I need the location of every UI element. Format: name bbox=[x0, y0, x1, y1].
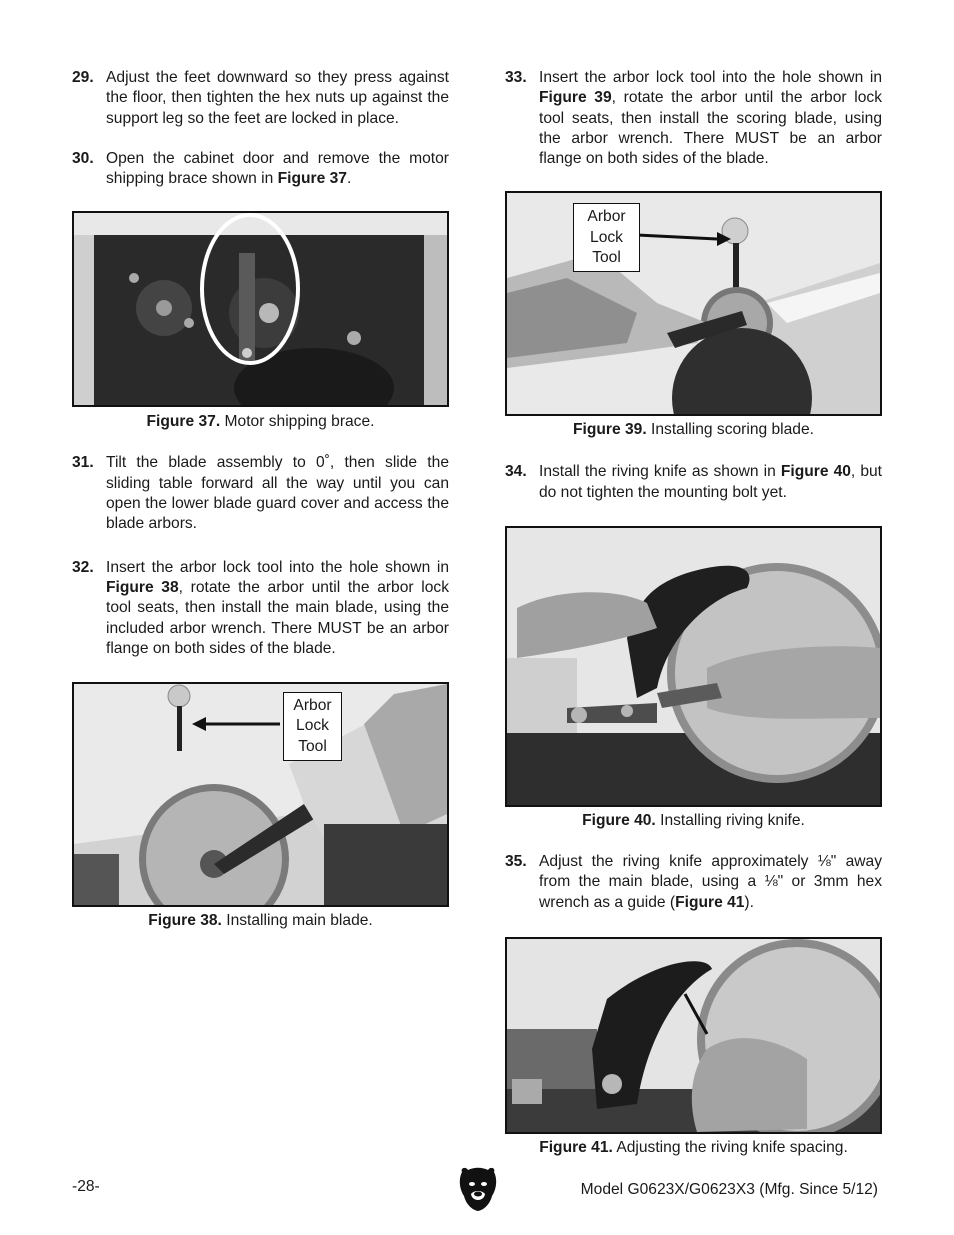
step-number: 35. bbox=[505, 853, 527, 871]
figure-38-caption bbox=[72, 911, 449, 931]
step-text-end: , rotate the arbor until the arbor lock tool seats, then install the scoring blade, using the arbor wrench. There MUST be an arbor flange on both sides of the blade. bbox=[539, 89, 882, 168]
figure-37-photo bbox=[72, 211, 449, 407]
figure-label: Figure 39. bbox=[573, 421, 647, 439]
figure-reference: Figure 41 bbox=[675, 893, 745, 911]
figure-39-caption bbox=[505, 420, 882, 440]
figure-label: Figure 38. bbox=[148, 912, 222, 930]
step-number: 30. bbox=[72, 149, 94, 167]
arbor-lock-tool-callout bbox=[283, 692, 342, 761]
figure-38-photo bbox=[72, 682, 449, 907]
callout-line: Arbor bbox=[293, 697, 332, 715]
figure-label: Figure 37. bbox=[146, 413, 221, 431]
step-text: Open the cabinet door and remove the motor shipping brace shown in bbox=[106, 149, 449, 188]
callout-line: Lock bbox=[296, 717, 329, 735]
figure-41-caption bbox=[505, 1138, 882, 1158]
step-29 bbox=[72, 68, 449, 129]
step-text-end: ). bbox=[744, 893, 754, 911]
caption-text: Motor shipping brace. bbox=[224, 413, 375, 431]
step-33 bbox=[505, 68, 882, 169]
figure-41-photo bbox=[505, 937, 882, 1134]
step-30 bbox=[72, 149, 449, 190]
step-text: Adjust the feet downward so they press against the floor, then tighten the hex nuts up against the support leg so the feet are locked in place. bbox=[106, 69, 449, 127]
step-text: Insert the arbor lock tool into the hole shown in bbox=[539, 69, 882, 86]
step-text: Tilt the blade assembly to 0˚, then slide the sliding table forward all the way until you can open the lower blade guard cover and access the blade arbors. bbox=[106, 454, 449, 533]
figure-37-caption bbox=[72, 412, 449, 432]
step-text: Insert the arbor lock tool into the hole shown in bbox=[106, 558, 449, 576]
figure-reference: Figure 37 bbox=[277, 170, 347, 188]
page-number: -28- bbox=[72, 1178, 100, 1195]
step-text-end: . bbox=[346, 170, 352, 188]
left-column bbox=[72, 68, 449, 931]
figure-reference: Figure 38 bbox=[106, 578, 179, 596]
caption-text: Adjusting the riving knife spacing. bbox=[616, 1138, 848, 1156]
step-text-end: , but do not tighten the mounting bolt yet. bbox=[539, 463, 883, 501]
step-34 bbox=[505, 462, 882, 503]
arrow-icon bbox=[192, 714, 282, 734]
step-32 bbox=[72, 558, 449, 659]
figure-label: Figure 41. bbox=[539, 1138, 613, 1156]
model-info: Model G0623X/G0623X3 (Mfg. Since 5/12) bbox=[580, 1181, 878, 1198]
callout-line: Lock bbox=[590, 228, 623, 246]
figure-label: Figure 40. bbox=[582, 812, 656, 830]
step-number: 34. bbox=[505, 463, 527, 481]
callout-line: Tool bbox=[298, 737, 327, 755]
step-number: 33. bbox=[505, 69, 527, 86]
arbor-lock-tool-callout bbox=[573, 203, 640, 272]
bear-head-icon bbox=[458, 1166, 498, 1212]
callout-line: Tool bbox=[592, 249, 621, 267]
right-column bbox=[505, 68, 882, 1158]
callout-line: Arbor bbox=[587, 208, 626, 226]
step-text: Adjust the riving knife approximately ⅛" away from the main blade, using a ⅛" or 3mm hex wrench as a guide ( bbox=[539, 853, 882, 911]
step-number: 29. bbox=[72, 69, 94, 86]
step-number: 31. bbox=[72, 454, 94, 472]
caption-text: Installing riving knife. bbox=[660, 812, 805, 830]
figure-reference: Figure 40 bbox=[780, 463, 851, 481]
caption-text: Installing main blade. bbox=[226, 912, 373, 930]
caption-text: Installing scoring blade. bbox=[651, 421, 814, 439]
figure-40-photo bbox=[505, 526, 882, 807]
step-text-end: , rotate the arbor until the arbor lock tool seats, then install the main blade, using the included arbor wrench. There MUST be an arbor flange on both sides of the blade. bbox=[106, 578, 449, 657]
step-text: Install the riving knife as shown in bbox=[539, 463, 781, 481]
figure-39-photo bbox=[505, 191, 882, 416]
figure-40-caption bbox=[505, 811, 882, 831]
arrow-icon bbox=[637, 227, 731, 247]
figure-reference: Figure 39 bbox=[539, 89, 612, 107]
step-number: 32. bbox=[72, 558, 94, 576]
step-35 bbox=[505, 852, 882, 913]
step-31 bbox=[72, 453, 449, 534]
